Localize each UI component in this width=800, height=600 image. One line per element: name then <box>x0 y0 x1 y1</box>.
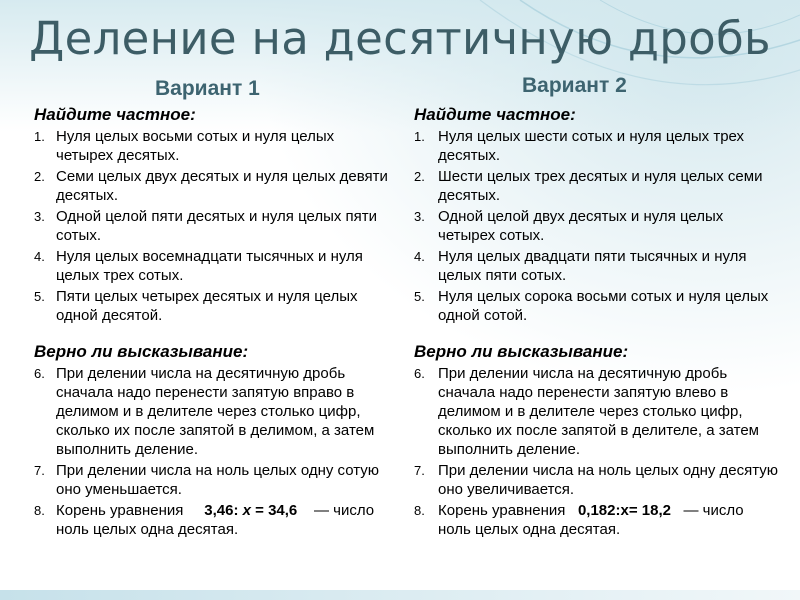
item-text: Нуля целых шести сотых и нуля целых трех десятых. <box>438 128 745 164</box>
item-number: 4. <box>34 249 45 264</box>
equation-prefix: 3,46: <box>204 502 243 519</box>
section-header-statement: Верно ли высказывание: <box>34 342 249 361</box>
item-number: 8. <box>414 503 425 518</box>
list-item <box>34 167 390 205</box>
variant-1-column <box>34 104 390 541</box>
item-number: 7. <box>414 463 425 478</box>
dash: — <box>683 502 699 519</box>
variant-2-column <box>414 104 780 541</box>
item-tail: число ноль целых одна десятая. <box>438 502 744 538</box>
equation: 0,182:х= 18,2 <box>577 502 671 519</box>
list-item <box>34 287 390 325</box>
item-text: При делении числа на десятичную дробь сначала надо перенести запятую влево в делимом и в делителе через столько цифр, сколько их после запятой в делителе, а затем выполнить деление. <box>438 365 759 458</box>
list-item <box>414 364 780 459</box>
item-number: 7. <box>34 463 45 478</box>
item-number: 2. <box>34 169 45 184</box>
item-text: При делении числа на ноль целых одну десятую оно увеличивается. <box>438 462 779 498</box>
item-text: Пяти целых четырех десятых и нуля целых одной десятой. <box>56 288 358 324</box>
item-text: При делении числа на ноль целых одну сотую оно уменьшается. <box>56 462 380 498</box>
list-item <box>414 127 780 165</box>
list-item <box>414 247 780 285</box>
item-number: 6. <box>34 366 45 381</box>
quotient-list <box>414 127 780 325</box>
equation <box>204 502 297 519</box>
item-number: 5. <box>414 289 425 304</box>
quotient-list <box>34 127 390 325</box>
item-number: 6. <box>414 366 425 381</box>
statement-list <box>414 364 780 539</box>
section-header-quotient: Найдите частное: <box>414 105 576 124</box>
item-text: Нуля целых сорока восьми сотых и нуля целых одной сотой. <box>438 288 769 324</box>
list-item <box>34 501 390 539</box>
variant-1-label: Вариант 1 <box>155 77 260 100</box>
item-lead: Корень уравнения <box>56 502 184 519</box>
list-item <box>34 461 390 499</box>
section-header-quotient: Найдите частное: <box>34 105 196 124</box>
item-text: Шести целых трех десятых и нуля целых семи десятых. <box>438 168 763 204</box>
list-item <box>414 501 780 539</box>
list-item <box>414 167 780 205</box>
list-item <box>34 127 390 165</box>
item-text: Семи целых двух десятых и нуля целых девяти десятых. <box>56 168 388 204</box>
item-number: 8. <box>34 503 45 518</box>
list-item <box>414 287 780 325</box>
equation-variable: x <box>242 502 251 519</box>
item-number: 2. <box>414 169 425 184</box>
variant-2-label: Вариант 2 <box>522 74 627 97</box>
list-item <box>34 364 390 459</box>
item-text: Одной целой пяти десятых и нуля целых пяти сотых. <box>56 208 378 244</box>
slide-title: Деление на десятичную дробь <box>29 12 771 65</box>
item-lead: Корень уравнения <box>438 502 566 519</box>
equation-suffix: = 34,6 <box>250 502 298 519</box>
item-text: Нуля целых восьми сотых и нуля целых четырех десятых. <box>56 128 335 164</box>
item-number: 3. <box>34 209 45 224</box>
item-text: Нуля целых двадцати пяти тысячных и нуля целых пяти сотых. <box>438 248 747 284</box>
item-number: 4. <box>414 249 425 264</box>
item-number: 1. <box>34 129 45 144</box>
list-item <box>34 247 390 285</box>
dash: — <box>313 502 329 519</box>
list-item <box>414 461 780 499</box>
item-number: 1. <box>414 129 425 144</box>
item-text: Нуля целых восемнадцати тысячных и нуля целых трех сотых. <box>56 248 363 284</box>
item-number: 5. <box>34 289 45 304</box>
item-tail: число ноль целых одна десятая. <box>56 502 375 538</box>
list-item <box>34 207 390 245</box>
item-number: 3. <box>414 209 425 224</box>
item-text: При делении числа на десятичную дробь сначала надо перенести запятую вправо в делимом и в делителе через столько цифр, сколько их после запятой в делимом, а затем выполнить деление. <box>56 365 375 458</box>
section-header-statement: Верно ли высказывание: <box>414 342 629 361</box>
item-text: Одной целой двух десятых и нуля целых четырех сотых. <box>438 208 724 244</box>
bottom-band <box>0 590 800 600</box>
statement-list <box>34 364 390 539</box>
list-item <box>414 207 780 245</box>
